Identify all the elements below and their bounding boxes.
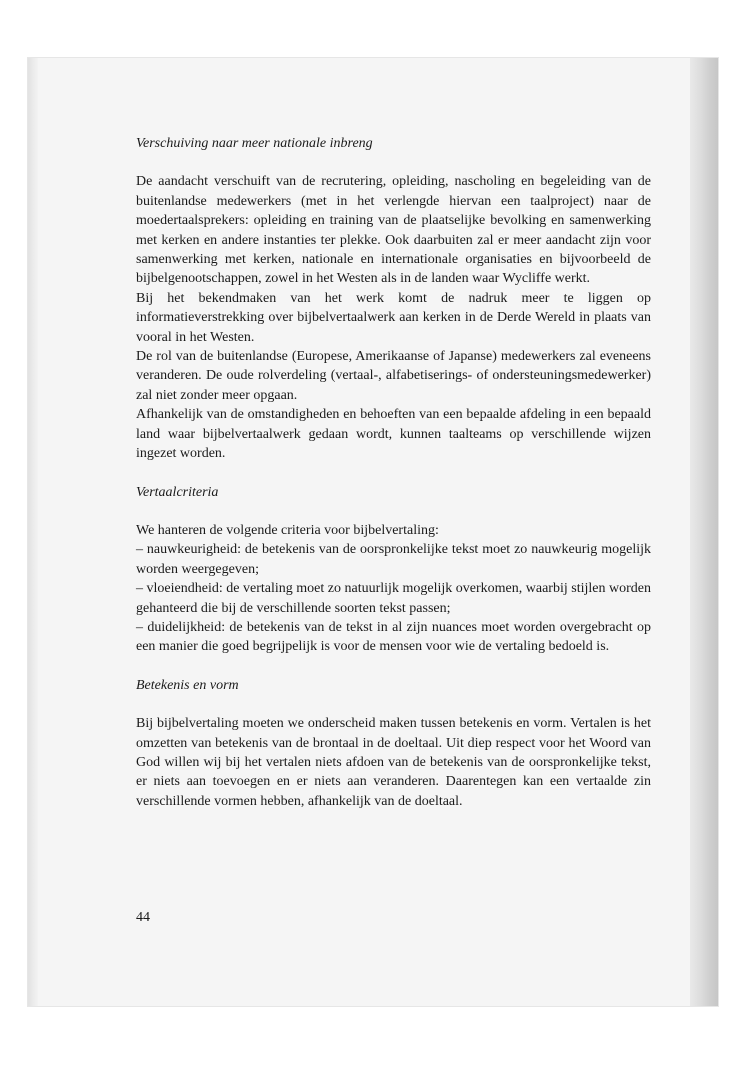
section-heading: Betekenis en vorm <box>136 677 239 693</box>
page-edge-left <box>28 58 38 1006</box>
page-edge-right <box>690 58 718 1006</box>
paragraph: Bij bijbelvertaling moeten we onderscheid maken tussen betekenis en vorm. Vertalen is het omzetten van betekenis van de brontaal in de doeltaal. Uit diep respect voor het Woord van God willen wij bij het vertalen niets afdoen van de betekenis van de oorspronkelijke tekst, er niets aan toevoegen en er niets aan veranderen. Daarentegen kan een vertaalde zin verschillende vormen hebben, afhankelijk van de doeltaal. <box>136 716 651 809</box>
list-item: – nauwkeurigheid: de betekenis van de oorspronkelijke tekst moet zo nauwkeurig mogelijk worden weergegeven; <box>136 542 651 577</box>
paragraph: We hanteren de volgende criteria voor bijbelvertaling: <box>136 522 439 538</box>
paragraph: De aandacht verschuift van de recrutering, opleiding, nascholing en begeleiding van de buitenlandse medewerkers (met in het verlengde hiervan een taalproject) naar de moedertaalsprekers: opleiding en training van de plaatselijke bevolking en samenwerking met kerken en andere instanties ter plekke. Ook daarbuiten zal er meer aandacht zijn voor samenwerking met kerken, nationale en internationale organisaties en bijvoorbeeld de bijbelgenootschappen, zowel in het Westen als in de landen waar Wycliffe werkt. <box>136 174 651 287</box>
list-item: – duidelijkheid: de betekenis van de tekst in al zijn nuances moet worden overgebracht op een manier die goed begrijpelijk is voor de mensen voor wie de vertaling bedoeld is. <box>136 619 651 655</box>
page-number: 44 <box>136 910 150 925</box>
paragraph: Bij het bekendmaken van het werk komt de nadruk meer te liggen op informatieverstrekking over bijbelvertaalwerk aan kerken in de Derde Wereld in plaats van vooral in het Westen. <box>136 290 651 345</box>
list-item: – vloeiendheid: de vertaling moet zo natuurlijk mogelijk overkomen, waarbij stijlen worden gehanteerd die bij de verschillende soorten tekst passen; <box>136 581 651 616</box>
section-heading: Vertaalcriteria <box>136 484 219 500</box>
paragraph: Afhankelijk van de omstandigheden en behoeften van een bepaalde afdeling in een bepaald land waar bijbelvertaalwerk gedaan wordt, kunnen taalteams op verschillende wijzen ingezet worden. <box>136 407 651 462</box>
page-text <box>136 134 651 811</box>
section-heading: Verschuiving naar meer nationale inbreng <box>136 136 373 151</box>
paragraph: De rol van de buitenlandse (Europese, Amerikaanse of Japanse) medewerkers zal eveneens veranderen. De oude rolverdeling (vertaal-, alfabetiserings- of ondersteuningsmedewerker) zal niet zonder meer opgaan. <box>136 349 651 403</box>
